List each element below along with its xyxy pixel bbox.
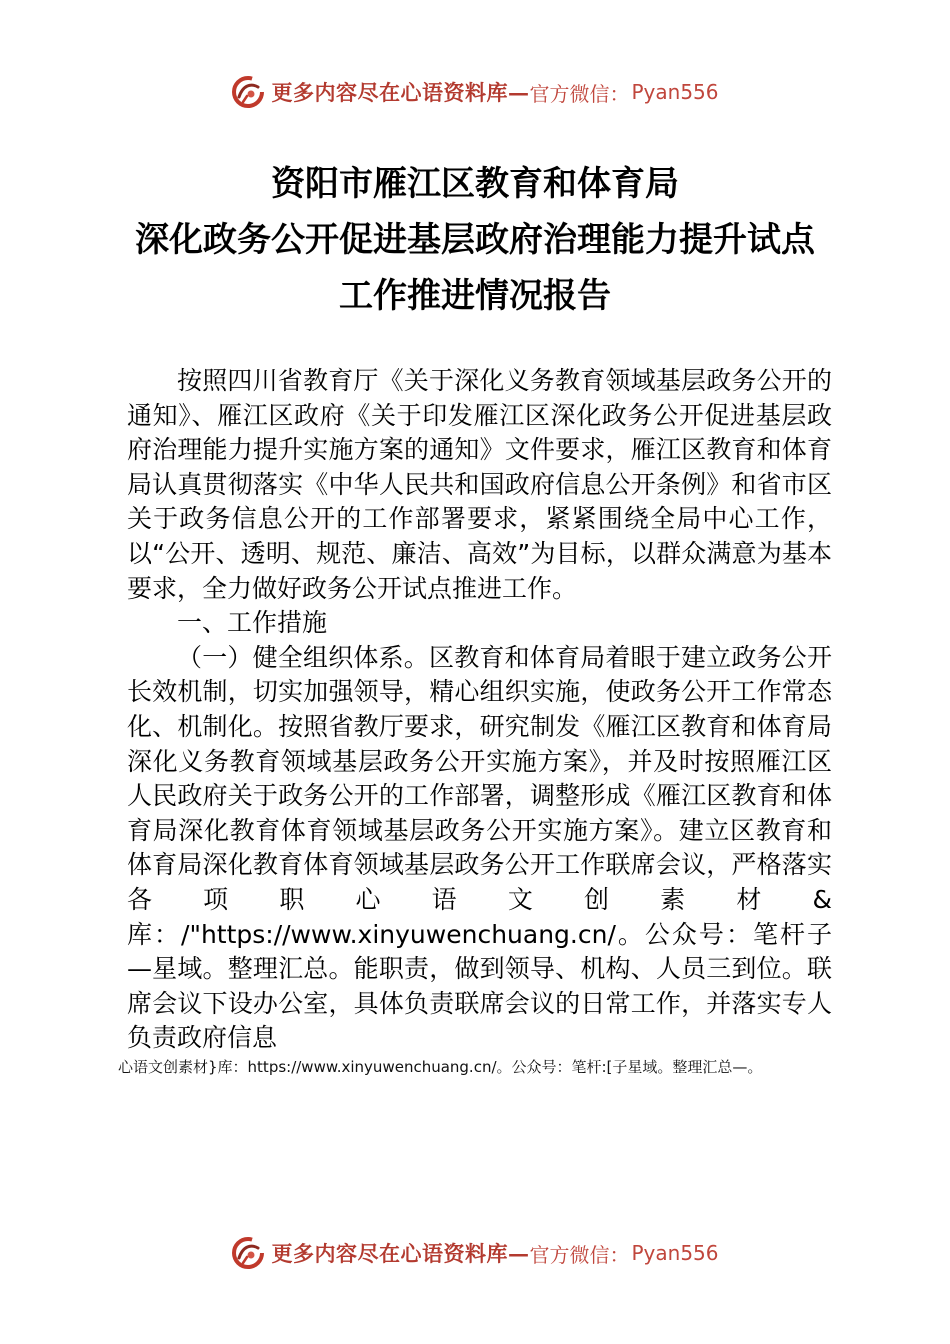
banner-wechat-id: Pyan556 [631,1241,719,1265]
document-title [40,156,910,324]
banner-wechat-id: Pyan556 [631,80,719,104]
paragraph-organization: （一）健全组织体系。区教育和体育局着眼于建立政务公开长效机制，切实加强领导，精心组织实施，使政务公开工作常态化、机制化。按照省教厅要求，研究制发《雁江区教育和体育局深化义务教育领域基层政务公开实施方案》，并及时按照雁江区人民政府关于政务公开的工作部署，调整形成《雁江区教育和体育局深化教育体育领域基层政务公开实施方案》。建立区教育和体育局深化教育体育领域基层政务公开工作联席会议，严格落实各项职心语文创素材&库：/"https://www.xinyuwenchuang.cn/。公众号：笔杆子—星域。整理汇总。能职责，做到领导、机构、人员三到位。联席会议下设办公室，具体负责联席会议的日常工作，并落实专人负责政府信息 [127,642,832,1053]
brand-logo-icon [231,1236,265,1270]
banner-text: 更多内容尽在心语资料库— [271,1241,530,1266]
footer-banner [0,1231,950,1275]
section-heading-work-measures: 一、工作措施 [177,608,328,638]
banner-wechat-label: 官方微信： [529,1242,630,1267]
title-line-2: 深化政务公开促进基层政府治理能力提升试点 [135,220,815,260]
title-line-1: 资阳市雁江区教育和体育局 [271,164,679,204]
paragraph-intro: 按照四川省教育厅《关于深化义务教育领域基层政务公开的通知》、雁江区政府《关于印发雁江区深化政务公开促进基层政府治理能力提升实施方案的通知》文件要求，雁江区教育和体育局认真贯彻落实《中华人民共和国政府信息公开条例》和省市区关于政务信息公开的工作部署要求，紧紧围绕全局中心工作，以“公开、透明、规范、廉洁、高效”为目标，以群众满意为基本要求，全力做好政务公开试点推进工作。 [127,366,832,603]
title-line-3: 工作推进情况报告 [339,276,611,316]
brand-logo-icon [231,75,265,109]
watermark-footnote: 心语文创素材}库：https://www.xinyuwenchuang.cn/。公众号：笔杆:[子星域。整理汇总—。 [118,1058,763,1076]
document-body [127,364,832,1056]
header-banner [0,70,950,114]
banner-text: 更多内容尽在心语资料库— [271,80,530,105]
banner-wechat-label: 官方微信： [529,81,630,106]
